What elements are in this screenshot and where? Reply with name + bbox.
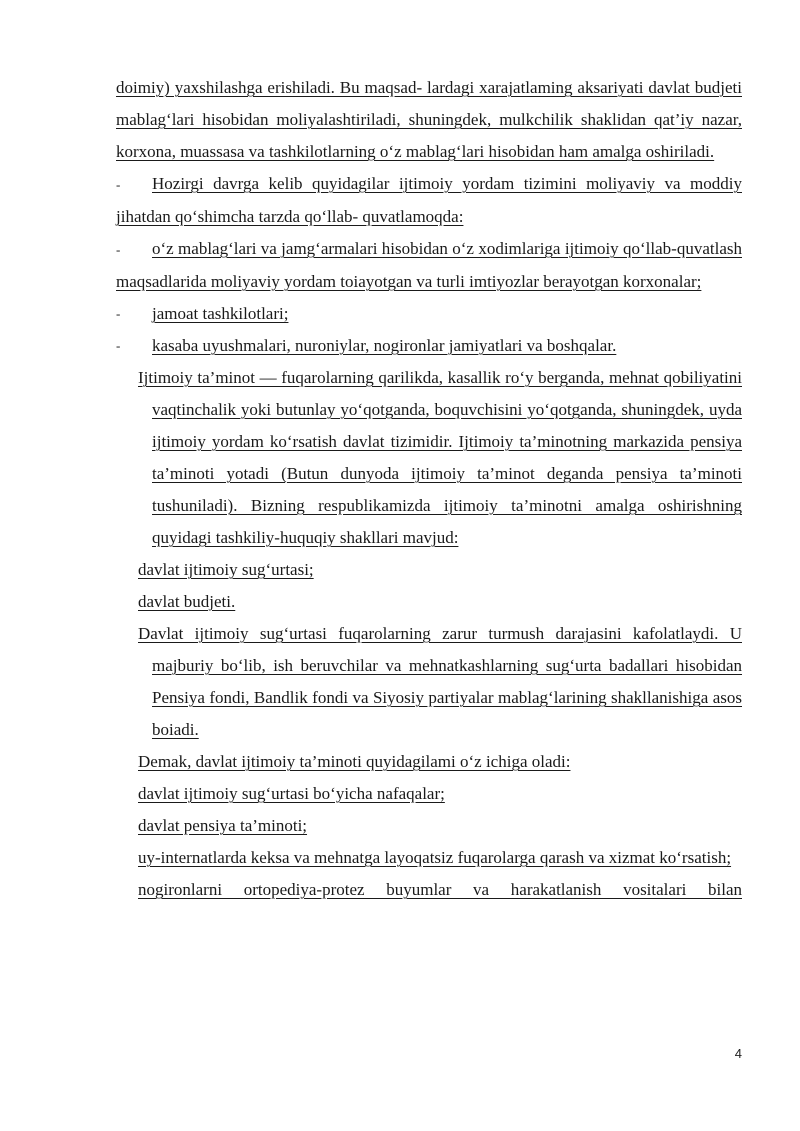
dash-list-item: - Hozirgi davrga kelib quyidagilar ijtimoiy yordam tizimini moliyaviy va moddiy jihatdan qo‘shimcha tarzda qo‘llab- quvatlamoqda: xyxy=(116,174,742,226)
summary-list-text: davlat ijtimoiy sug‘urtasi bo‘yicha nafaqalar; xyxy=(138,784,445,803)
page-body xyxy=(116,72,742,906)
summary-list-text: nogironlarni ortopediya-protez buyumlar va harakatlanish vositalari bilan xyxy=(138,880,742,899)
insurance-paragraph xyxy=(138,618,742,746)
dash-list-item: - o‘z mablag‘lari va jamg‘armalari hisobidan o‘z xodimlariga ijtimoiy qo‘llab-quvatlash maqsadlarida moliyaviy yordam toiayotgan va turli imtiyozlar berayotgan korxonalar; xyxy=(116,239,742,291)
definition-paragraph xyxy=(138,362,742,554)
form-list-text: davlat ijtimoiy sug‘urtasi; xyxy=(138,560,314,579)
dash-bullet: - xyxy=(116,338,121,353)
paragraph-continuation: doimiy) yaxshilashga erishiladi. Bu maqsad- lardagi xarajatlaming aksariyati davlat budjeti mablag‘lari hisobidan moliyalashtiriladi, shuningdek, mulkchilik shaklidan qat’iy nazar, korxona, muassasa va tashkilotlarning o‘z mablag‘lari hisobidan ham amalga oshiriladi. xyxy=(116,78,742,161)
form-list-item xyxy=(138,586,742,618)
summary-list-text: uy-internatlarda keksa va mehnatga layoqatsiz fuqarolarga qarash va xizmat ko‘rsatish; xyxy=(138,848,732,867)
dash-list-text: o‘z mablag‘lari va jamg‘armalari hisobidan o‘z xodimlariga ijtimoiy qo‘llab-quvatlash maqsadlarida moliyaviy yordam toiayotgan va turli imtiyozlar berayotgan korxonalar; xyxy=(116,239,742,291)
form-list-text: davlat budjeti. xyxy=(138,592,236,611)
summary-intro-text: Demak, davlat ijtimoiy ta’minoti quyidagilami o‘z ichiga oladi: xyxy=(138,752,571,771)
dash-list-item xyxy=(116,298,742,330)
summary-list-item xyxy=(138,778,742,810)
dash-list-text: kasaba uyushmalari, nuroniylar, nogironlar jamiyatlari va boshqalar. xyxy=(152,336,617,355)
form-list-item xyxy=(138,554,742,586)
dash-bullet: - xyxy=(116,306,121,321)
summary-list-item xyxy=(138,874,742,906)
dash-list-text: Hozirgi davrga kelib quyidagilar ijtimoiy yordam tizimini moliyaviy va moddiy jihatdan qo‘shimcha tarzda qo‘llab- quvatlamoqda: xyxy=(116,174,742,226)
dash-list-item xyxy=(116,330,742,362)
page-number: 4 xyxy=(734,1046,742,1061)
summary-intro xyxy=(138,746,742,778)
definition-text: Ijtimoiy ta’minot — fuqarolarning qarilikda, kasallik ro‘y berganda, mehnat qobiliyatini vaqtinchalik yoki butunlay yo‘qotganda, boquvchisini yo‘qotganda, shuningdek, uyda ijtimoiy yordam ko‘rsatish davlat tizimidir. Ijtimoiy ta’minotning markazida pensiya ta’minoti yotadi (Butun dunyoda ijtimoiy ta’minot deganda pensiya ta’minoti tushuniladi). Bizning respublikamizda ijtimoiy ta’minotni amalga oshirishning quyidagi tashkiliy-huquqiy shakllari mavjud: xyxy=(138,368,742,547)
summary-list-item xyxy=(138,842,742,874)
summary-list-text: davlat pensiya ta’minoti; xyxy=(138,816,308,835)
dash-list-text: jamoat tashkilotlari; xyxy=(152,304,289,323)
summary-list-item xyxy=(138,810,742,842)
insurance-text: Davlat ijtimoiy sug‘urtasi fuqarolarning zarur turmush darajasini kafolatlaydi. U majburiy bo‘lib, ish beruvchilar va mehnatkashlarning sug‘urta badallari hisobidan Pensiya fondi, Bandlik fondi va Siyosiy partiyalar mablag‘larining shakllanishiga asos boiadi. xyxy=(138,624,742,739)
